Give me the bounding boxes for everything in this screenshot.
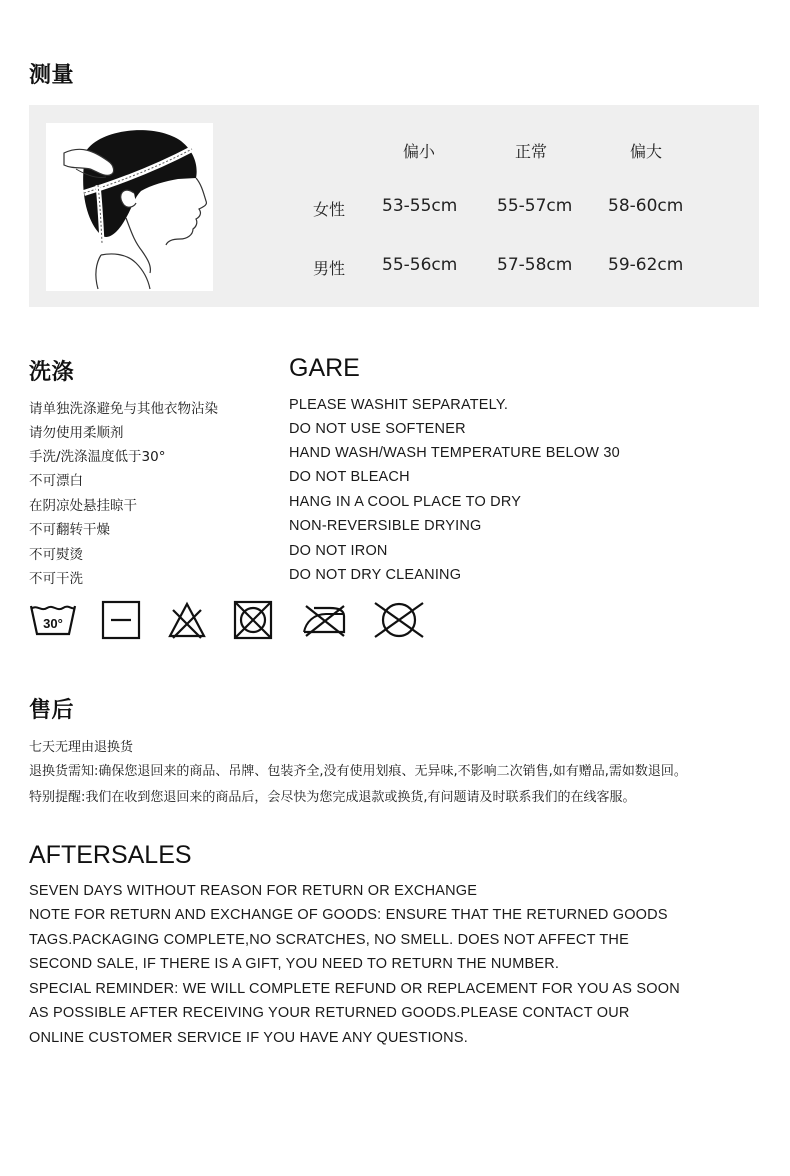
female-small-value: 53-55cm (382, 196, 458, 216)
care-line-en: DO NOT USE SOFTENER (289, 421, 466, 437)
male-large-value: 59-62cm (608, 255, 684, 275)
care-line-cn: 不可翻转干燥 (29, 522, 110, 538)
care-line-en: NON-REVERSIBLE DRYING (289, 518, 482, 534)
size-table (29, 105, 759, 307)
care-line-en: DO NOT IRON (289, 543, 388, 559)
aftersales-line-cn: 特别提醒:我们在收到您退回来的商品后，会尽快为您完成退款或换货,有问题请及时联系我们的在线客服。 (29, 790, 636, 805)
col-header-large: 偏大 (630, 142, 663, 161)
no-bleach-icon (167, 600, 207, 640)
care-line-cn: 不可漂白 (29, 473, 83, 489)
care-line-cn: 不可干洗 (29, 571, 83, 587)
care-line-cn: 在阴凉处悬挂晾干 (29, 498, 137, 514)
aftersales-line-en: SEVEN DAYS WITHOUT REASON FOR RETURN OR EXCHANGE (29, 883, 478, 899)
care-line-en: DO NOT BLEACH (289, 469, 410, 485)
female-large-value: 58-60cm (608, 196, 684, 216)
aftersales-line-en: ONLINE CUSTOMER SERVICE IF YOU HAVE ANY QUESTIONS. (29, 1030, 468, 1046)
wash-30-icon (29, 600, 77, 640)
male-normal-value: 57-58cm (497, 255, 573, 275)
dry-flat-icon (101, 600, 141, 640)
row-label-female: 女性 (313, 200, 346, 219)
measure-title: 测量 (29, 63, 75, 88)
no-dry-clean-icon (372, 600, 426, 640)
aftersales-line-en: AS POSSIBLE AFTER RECEIVING YOUR RETURNED GOODS.PLEASE CONTACT OUR (29, 1005, 630, 1021)
wash-temp-label: 30° (43, 616, 63, 631)
aftersales-line-en: NOTE FOR RETURN AND EXCHANGE OF GOODS: ENSURE THAT THE RETURNED GOODS (29, 907, 668, 923)
care-title-cn: 洗涤 (29, 360, 75, 385)
care-line-en: DO NOT DRY CLEANING (289, 567, 462, 583)
aftersales-line-cn: 七天无理由退换货 (29, 740, 134, 755)
aftersales-title-en: AFTERSALES (29, 841, 192, 869)
size-chart (29, 105, 759, 307)
care-title-en: GARE (289, 354, 360, 382)
care-line-cn: 请勿使用柔顺剂 (29, 425, 124, 441)
care-line-cn: 手洗/洗涤温度低于30° (29, 449, 166, 465)
row-label-male: 男性 (313, 259, 346, 278)
female-normal-value: 55-57cm (497, 196, 573, 216)
aftersales-line-cn: 退换货需知:确保您退回来的商品、吊牌、包装齐全,没有使用划痕、无异味,不影响二次销售,如有赠品,需如数退回。 (29, 764, 687, 779)
care-line-cn: 不可熨烫 (29, 547, 83, 563)
aftersales-title-cn: 售后 (29, 698, 75, 723)
care-line-en: PLEASE WASHIT SEPARATELY. (289, 397, 509, 413)
no-iron-icon (300, 600, 348, 640)
col-header-small: 偏小 (403, 142, 436, 161)
col-header-normal: 正常 (515, 142, 548, 161)
care-line-en: HANG IN A COOL PLACE TO DRY (289, 494, 522, 510)
care-line-cn: 请单独洗涤避免与其他衣物沾染 (29, 401, 218, 417)
aftersales-line-en: SECOND SALE, IF THERE IS A GIFT, YOU NEED TO RETURN THE NUMBER. (29, 956, 560, 972)
aftersales-line-en: SPECIAL REMINDER: WE WILL COMPLETE REFUND OR REPLACEMENT FOR YOU AS SOON (29, 981, 680, 997)
male-small-value: 55-56cm (382, 255, 458, 275)
aftersales-line-en: TAGS.PACKAGING COMPLETE,NO SCRATCHES, NO SMELL. DOES NOT AFFECT THE (29, 932, 629, 948)
no-tumble-dry-icon (232, 600, 274, 640)
care-line-en: HAND WASH/WASH TEMPERATURE BELOW 30 (289, 445, 620, 461)
